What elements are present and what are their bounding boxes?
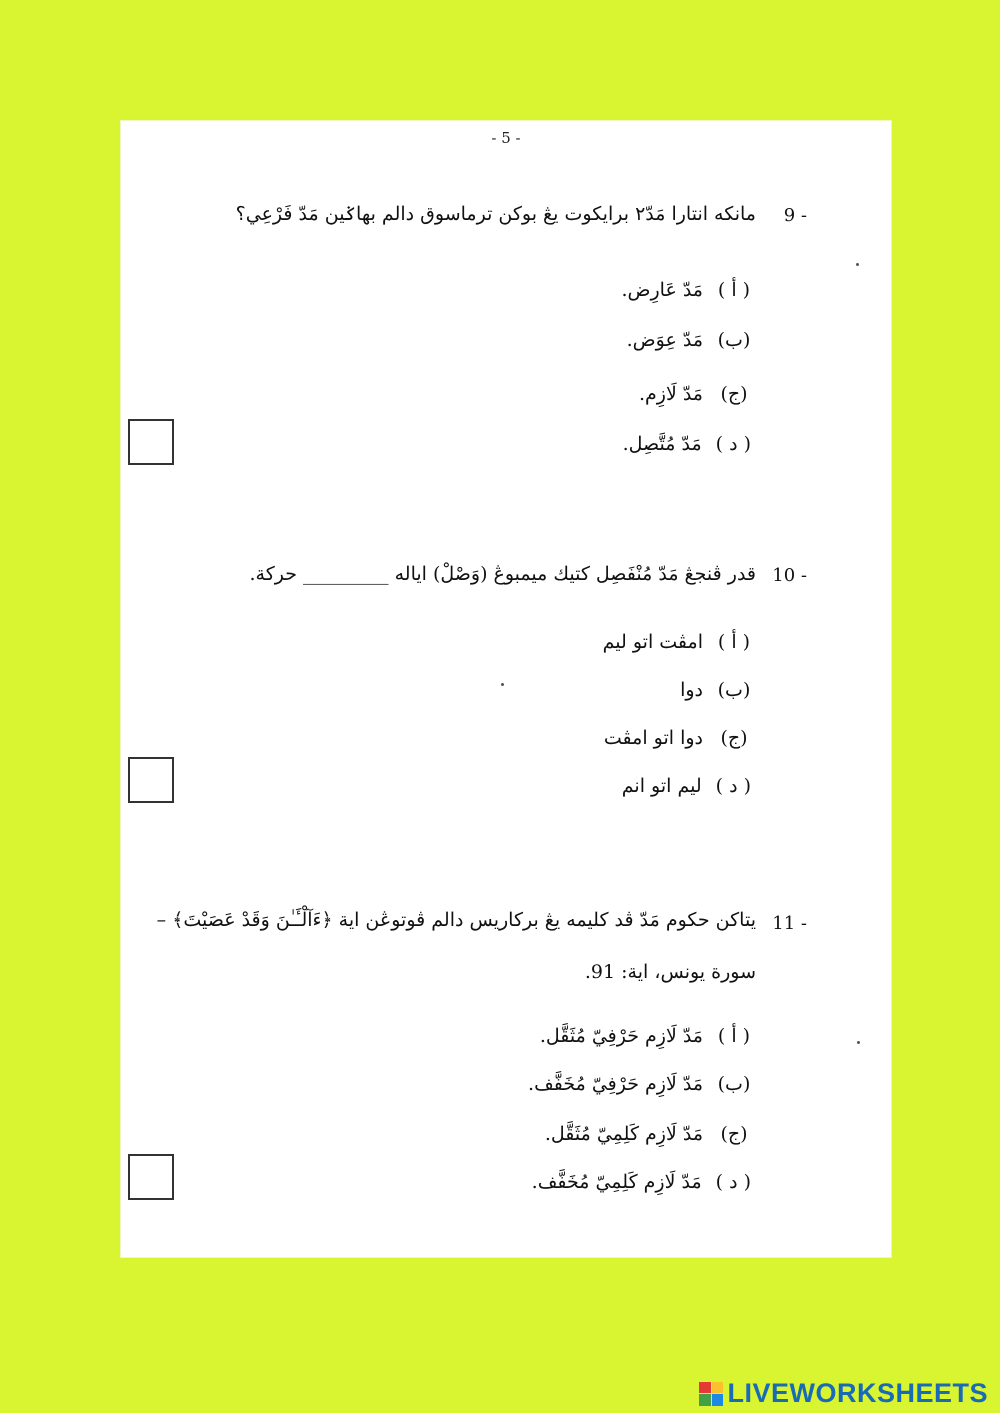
option-letter: ( أ ) <box>717 631 751 653</box>
question-11-answer-box[interactable] <box>128 1154 174 1200</box>
question-9-answer-box[interactable] <box>128 419 174 465</box>
logo-mark-icon <box>699 1382 723 1406</box>
question-11-option-c <box>545 1123 751 1145</box>
question-10-number: 10 - <box>772 565 807 586</box>
page-number: - 5 - <box>491 129 521 147</box>
question-9-option-c <box>639 383 751 405</box>
worksheet-page <box>121 121 891 1257</box>
option-text: دوا اتو امڤت <box>603 727 703 749</box>
option-letter: (ج) <box>720 383 748 405</box>
option-letter: ( أ ) <box>717 1025 751 1047</box>
option-letter: (ب) <box>717 1073 751 1095</box>
scan-speck <box>856 263 859 266</box>
question-10-option-d <box>622 775 751 797</box>
question-11-number: 11 - <box>772 913 807 934</box>
question-9-number: 9 - <box>783 205 807 226</box>
scan-speck <box>857 1041 860 1044</box>
option-text: مَدّ مُتَّصِل. <box>622 433 702 455</box>
brand-name: LIVEWORKSHEETS <box>727 1378 988 1408</box>
option-text: مَدّ لَازِم. <box>638 383 703 405</box>
option-text: مَدّ لَازِم كَلِمِيّ مُثَقَّل. <box>544 1123 703 1145</box>
option-text: دوا <box>680 679 703 701</box>
question-10-option-b <box>680 679 751 701</box>
logo-square <box>712 1394 724 1406</box>
option-letter: (ج) <box>720 1123 748 1145</box>
question-9-stem: مانكه انتارا مَدّ٢ برايكوت يڠ بوكن ترماسوق دالم بهاݢين مَدّ فَرْعِي؟ <box>235 203 756 225</box>
liveworksheets-logo <box>699 1378 988 1409</box>
question-10-answer-box[interactable] <box>128 757 174 803</box>
question-11-stem: يتاكن حكوم مَدّ ڤد كليمه يڠ بركاريس دالم ڤوتوڠن اية ﴿ءَآلْـَٔـٰنَ وَقَدْ عَصَيْتَ﴾ – <box>156 909 756 931</box>
scan-speck <box>501 683 504 686</box>
option-text: مَدّ لَازِم حَرْفِيّ مُخَفَّف. <box>528 1073 703 1095</box>
question-9-option-b <box>627 329 751 351</box>
option-letter: (ب) <box>717 329 751 351</box>
option-letter: (ج) <box>720 727 748 749</box>
logo-square <box>712 1382 724 1394</box>
question-9-option-d <box>623 433 751 455</box>
option-letter: ( د ) <box>715 1171 751 1193</box>
question-11-stem-continuation: سورة يونس، اية: 91. <box>584 961 756 983</box>
option-letter: (ب) <box>717 679 751 701</box>
question-10-option-c <box>604 727 751 749</box>
logo-square <box>699 1382 711 1394</box>
question-11-option-a <box>540 1025 751 1047</box>
logo-square <box>699 1394 711 1406</box>
question-10-option-a <box>603 631 751 653</box>
option-text: مَدّ لَازِم حَرْفِيّ مُثَقَّل. <box>539 1025 703 1047</box>
question-11-option-d <box>532 1171 751 1193</box>
option-letter: ( د ) <box>715 433 751 455</box>
option-text: امڤت اتو ليم <box>602 631 703 653</box>
question-10-stem: قدر ڤنجڠ مَدّ مُنْفَصِل كتيك ميمبوڠ (وَصْلْ) اياله _________ حركة. <box>249 563 756 585</box>
question-9-option-a <box>621 279 751 301</box>
option-letter: ( د ) <box>715 775 751 797</box>
option-text: مَدّ عَارِض. <box>621 279 703 301</box>
option-letter: ( أ ) <box>717 279 751 301</box>
option-text: مَدّ عِوَض. <box>626 329 703 351</box>
option-text: ليم اتو انم <box>621 775 702 797</box>
question-11-option-b <box>528 1073 751 1095</box>
option-text: مَدّ لَازِم كَلِمِيّ مُخَفَّف. <box>531 1171 702 1193</box>
